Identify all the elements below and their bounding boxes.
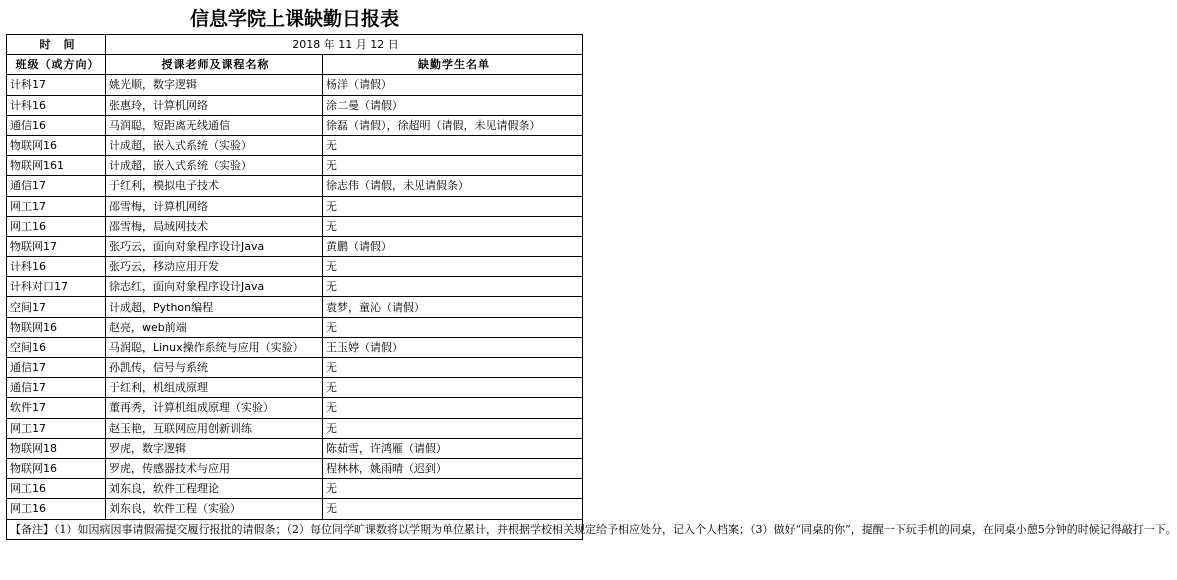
- row-course-cell: 计成超，嵌入式系统（实验）: [106, 156, 323, 176]
- row-course-cell: 徐志红，面向对象程序设计Java: [106, 277, 323, 297]
- row-class-cell: 物联网17: [7, 236, 106, 256]
- row-class-cell: 计科对口17: [7, 277, 106, 297]
- table-row: [7, 438, 583, 458]
- report-date: 2018 年 11 月 12 日: [106, 35, 583, 55]
- table-row: [7, 216, 583, 236]
- table-row: [7, 156, 583, 176]
- row-course-cell: 于红利，模拟电子技术: [106, 176, 323, 196]
- attendance-table-body: [7, 35, 583, 520]
- row-absent-cell: 黄鹏（请假）: [323, 236, 583, 256]
- row-absent-cell: 无: [323, 418, 583, 438]
- row-course-cell: 张惠玲，计算机网络: [106, 95, 323, 115]
- row-absent-cell: 程林林，姚雨晴（迟到）: [323, 458, 583, 478]
- row-absent-cell: 无: [323, 216, 583, 236]
- table-row: [7, 196, 583, 216]
- row-absent-cell: 袁梦，童沁（请假）: [323, 297, 583, 317]
- row-course-cell: 邵雪梅，局域网技术: [106, 216, 323, 236]
- time-label: 时 间: [7, 35, 106, 55]
- row-class-cell: 网工16: [7, 499, 106, 519]
- row-course-cell: 计成超，嵌入式系统（实验）: [106, 135, 323, 155]
- row-course-cell: 刘东良，软件工程理论: [106, 479, 323, 499]
- row-class-cell: 网工16: [7, 479, 106, 499]
- row-class-cell: 物联网16: [7, 317, 106, 337]
- table-row: [7, 398, 583, 418]
- row-course-cell: 计成超，Python编程: [106, 297, 323, 317]
- row-absent-cell: 无: [323, 499, 583, 519]
- row-course-cell: 于红利，机组成原理: [106, 378, 323, 398]
- row-absent-cell: 无: [323, 317, 583, 337]
- row-class-cell: 空间17: [7, 297, 106, 317]
- row-absent-cell: 无: [323, 479, 583, 499]
- row-course-cell: 张巧云，面向对象程序设计Java: [106, 236, 323, 256]
- row-class-cell: 空间16: [7, 337, 106, 357]
- row-class-cell: 通信17: [7, 176, 106, 196]
- table-row: [7, 115, 583, 135]
- row-absent-cell: 徐磊（请假），徐超明（请假，未见请假条）: [323, 115, 583, 135]
- row-absent-cell: 无: [323, 156, 583, 176]
- header-teacher-course: 授课老师及课程名称: [106, 55, 323, 75]
- table-row: [7, 458, 583, 478]
- row-course-cell: 邵雪梅，计算机网络: [106, 196, 323, 216]
- table-row: [7, 135, 583, 155]
- row-course-cell: 赵亮，web前端: [106, 317, 323, 337]
- header-class: 班级（或方向）: [7, 55, 106, 75]
- table-row: [7, 317, 583, 337]
- row-course-cell: 罗虎，传感器技术与应用: [106, 458, 323, 478]
- notes-text: 【备注】（1）如因病因事请假需提交履行报批的请假条；（2）每位同学旷课数将以学期为单位累计，并根据学校相关规定给予相应处分，记入个人档案；（3）做好“同桌的你”，提醒一下玩手机的同桌，在同桌小憩5分钟的时候记得敲打一下。: [7, 519, 583, 539]
- date-row: [7, 35, 583, 55]
- row-absent-cell: 陈茹雪，许鸿雁（请假）: [323, 438, 583, 458]
- table-row: [7, 176, 583, 196]
- row-course-cell: 罗虎，数字逻辑: [106, 438, 323, 458]
- notes-row: [7, 519, 583, 539]
- header-row: [7, 55, 583, 75]
- report-title: 信息学院上课缺勤日报表: [189, 8, 399, 30]
- table-row: [7, 499, 583, 519]
- table-row: [7, 358, 583, 378]
- attendance-table: [6, 34, 1177, 540]
- table-row: [7, 236, 583, 256]
- row-class-cell: 计科16: [7, 95, 106, 115]
- row-course-cell: 赵玉艳，互联网应用创新训练: [106, 418, 323, 438]
- row-class-cell: 物联网16: [7, 135, 106, 155]
- row-class-cell: 网工17: [7, 418, 106, 438]
- row-absent-cell: 王玉婷（请假）: [323, 337, 583, 357]
- row-class-cell: 通信17: [7, 378, 106, 398]
- row-course-cell: 马润聪，Linux操作系统与应用（实验）: [106, 337, 323, 357]
- table-row: [7, 95, 583, 115]
- row-absent-cell: 无: [323, 398, 583, 418]
- row-absent-cell: 无: [323, 378, 583, 398]
- row-absent-cell: 杨洋（请假）: [323, 75, 583, 95]
- table-row: [7, 378, 583, 398]
- row-absent-cell: 无: [323, 358, 583, 378]
- row-class-cell: 物联网16: [7, 458, 106, 478]
- row-absent-cell: 徐志伟（请假，未见请假条）: [323, 176, 583, 196]
- row-course-cell: 董再秀，计算机组成原理（实验）: [106, 398, 323, 418]
- table-row: [7, 257, 583, 277]
- row-class-cell: 物联网18: [7, 438, 106, 458]
- row-class-cell: 物联网161: [7, 156, 106, 176]
- row-absent-cell: 涂二曼（请假）: [323, 95, 583, 115]
- row-course-cell: 姚光顺，数字逻辑: [106, 75, 323, 95]
- table-row: [7, 479, 583, 499]
- row-class-cell: 网工17: [7, 196, 106, 216]
- header-absent: 缺勤学生名单: [323, 55, 583, 75]
- row-absent-cell: 无: [323, 257, 583, 277]
- row-course-cell: 张巧云，移动应用开发: [106, 257, 323, 277]
- row-class-cell: 网工16: [7, 216, 106, 236]
- row-class-cell: 软件17: [7, 398, 106, 418]
- table-row: [7, 277, 583, 297]
- row-course-cell: 马润聪，短距离无线通信: [106, 115, 323, 135]
- table-row: [7, 418, 583, 438]
- table-row: [7, 297, 583, 317]
- table-row: [7, 75, 583, 95]
- row-class-cell: 通信16: [7, 115, 106, 135]
- row-course-cell: 孙凯传，信号与系统: [106, 358, 323, 378]
- row-absent-cell: 无: [323, 135, 583, 155]
- row-absent-cell: 无: [323, 277, 583, 297]
- row-class-cell: 通信17: [7, 358, 106, 378]
- table-row: [7, 337, 583, 357]
- row-class-cell: 计科17: [7, 75, 106, 95]
- row-course-cell: 刘东良，软件工程（实验）: [106, 499, 323, 519]
- row-absent-cell: 无: [323, 196, 583, 216]
- row-class-cell: 计科16: [7, 257, 106, 277]
